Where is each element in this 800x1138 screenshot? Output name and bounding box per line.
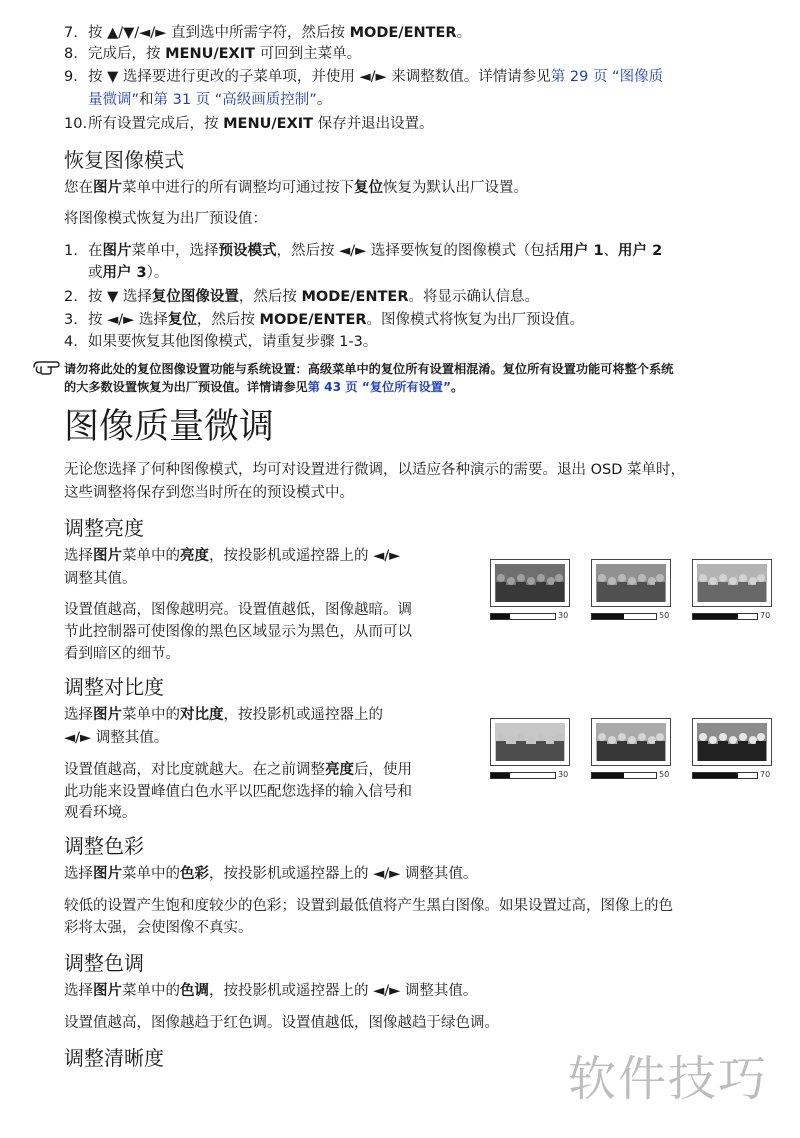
brightness-line-5 — [64, 644, 180, 664]
bold-term: 图片 — [102, 243, 132, 259]
step-9-number: 9. — [64, 69, 78, 85]
text-run: ◄/► 调整其值。 — [64, 730, 169, 746]
brightness-level-bar — [490, 613, 556, 620]
restore-step-1-number: 1. — [64, 243, 78, 259]
brightness-line-2 — [64, 569, 137, 589]
text-run: 按 ▼ 选择 — [88, 289, 152, 305]
brightness-level-value: 30 — [558, 611, 569, 620]
text-run: 。 — [450, 380, 464, 394]
text-run: 。将显示确认信息。 — [408, 289, 539, 305]
bold-term: 色调 — [180, 983, 209, 999]
restore-step-4-number: 4. — [64, 334, 78, 350]
text-run: 菜单中的 — [122, 983, 180, 999]
text-run: 如果要恢复其他图像模式，请重复步骤 1-3。 — [88, 334, 378, 350]
tint-line-1 — [64, 981, 477, 1001]
bold-term: 图片 — [93, 707, 122, 723]
text-run: 菜单中，选择 — [131, 243, 219, 259]
brightness-example-photo — [490, 559, 570, 607]
contrast-level-bar — [490, 772, 556, 779]
restore-step-1-text-cont — [88, 263, 168, 283]
watermark: 软件技巧 — [568, 1051, 769, 1107]
text-run: 请勿将此处的复位图像设置功能与系统设置：高级菜单中的复位所有设置相混淆。复位所有设置功能可将整个系统 — [64, 362, 674, 376]
contrast-level-value: 30 — [558, 770, 569, 779]
restore-heading: 恢复图像模式 — [64, 148, 184, 172]
text-run: ，然后按 — [196, 312, 260, 328]
text-run: 按 ▼ 选择要进行更改的子菜单项，并使用 ◄/► 来调整数值。详情请参见 — [88, 69, 551, 85]
bold-term: MENU/EXIT — [223, 116, 314, 132]
color-heading: 调整色彩 — [64, 834, 144, 858]
bold-term: 用户 2 — [618, 243, 663, 259]
brightness-level-value: 70 — [760, 611, 771, 620]
contrast-example-photo — [591, 718, 671, 766]
pointing-hand-icon — [32, 358, 62, 380]
text-run: 您在 — [64, 180, 93, 196]
bold-term: 图片 — [93, 866, 122, 882]
text-run: 按 ◄/► 选择 — [88, 312, 168, 328]
bold-term: 图片 — [93, 180, 122, 196]
contrast-level-bar — [591, 772, 657, 779]
brightness-line-1 — [64, 546, 400, 566]
restore-step-3-text — [88, 310, 584, 330]
cross-reference-link[interactable]: 第 31 页 “高级画质控制” — [153, 92, 317, 108]
brightness-level-bar — [692, 613, 758, 620]
contrast-examples — [490, 718, 780, 788]
step-9-text — [88, 67, 663, 87]
text-run: 设置值越高，对比度就越大。在之前调整 — [64, 762, 325, 778]
bold-term: 亮度 — [180, 548, 209, 564]
color-line-2 — [64, 896, 673, 916]
cross-reference-link[interactable]: 量微调” — [88, 92, 140, 108]
text-run: 观看环境。 — [64, 805, 137, 821]
text-run: 菜单中的 — [122, 548, 180, 564]
text-run: 后，使用 — [354, 762, 412, 778]
restore-para-1 — [64, 178, 528, 198]
text-run: ，按投影机或遥控器上的 ◄/► 调整其值。 — [209, 983, 478, 999]
brightness-line-4 — [64, 622, 412, 642]
tint-line-2 — [64, 1013, 499, 1033]
color-line-1 — [64, 864, 477, 884]
text-run: ，按投影机或遥控器上的 — [223, 707, 383, 723]
text-run: 设置值越高，图像越趋于红色调。设置值越低，图像越趋于绿色调。 — [64, 1015, 499, 1031]
bold-term: 亮度 — [325, 762, 354, 778]
text-run: 将图像模式恢复为出厂预设值： — [64, 211, 267, 227]
contrast-line-2 — [64, 728, 168, 748]
bold-term: MODE/ENTER — [349, 25, 457, 41]
text-run: 设置值越高，图像越明亮。设置值越低，图像越暗。调 — [64, 602, 412, 618]
text-run: 调整其值。 — [64, 571, 137, 587]
text-run: 较低的设置产生饱和度较少的色彩；设置到最低值将产生黑白图像。如果设置过高，图像上的色 — [64, 898, 673, 914]
step-7-number: 7. — [64, 25, 78, 41]
text-run: 此功能来设置峰值白色水平以匹配您选择的输入信号和 — [64, 784, 412, 800]
restore-step-1-text — [88, 241, 662, 261]
bold-term: 预设模式 — [218, 243, 277, 259]
bold-term: MODE/ENTER — [259, 312, 367, 328]
text-run: 节此控制器可使图像的黑色区域显示为黑色，从而可以 — [64, 624, 412, 640]
contrast-line-5 — [64, 803, 137, 823]
fine-tune-intro-1 — [64, 460, 685, 480]
bold-term: 图片 — [93, 548, 122, 564]
contrast-level-value: 50 — [659, 770, 670, 779]
step-8-number: 8. — [64, 46, 78, 62]
fine-tune-intro-2 — [64, 483, 354, 503]
text-run: 。 — [456, 25, 472, 41]
text-run: 选择 — [64, 548, 93, 564]
brightness-line-3 — [64, 600, 412, 620]
text-run: 恢复为默认出厂设置。 — [383, 180, 528, 196]
sharpness-heading: 调整清晰度 — [64, 1046, 164, 1070]
text-run: 和 — [139, 92, 154, 108]
cross-reference-link[interactable]: 第 29 页 “图像质 — [550, 69, 664, 85]
text-run: 。 — [316, 92, 332, 108]
text-run: ，然后按 — [238, 289, 302, 305]
text-run: 完成后，按 — [88, 46, 166, 62]
color-line-3 — [64, 918, 253, 938]
note-line-2 — [64, 379, 463, 395]
fine-tune-title: 图像质量微调 — [64, 407, 275, 447]
bold-term: 用户 1 — [559, 243, 604, 259]
text-run: 在 — [88, 243, 103, 259]
text-run: 可回到主菜单。 — [255, 46, 362, 62]
bold-term: 用户 3 — [102, 265, 147, 281]
brightness-level-bar — [591, 613, 657, 620]
bold-term: 复位 — [354, 180, 383, 196]
contrast-line-4 — [64, 782, 412, 802]
contrast-level-value: 70 — [760, 770, 771, 779]
restore-para-2 — [64, 209, 267, 229]
text-run: 菜单中的 — [122, 707, 180, 723]
step-7-text — [88, 23, 471, 43]
restore-step-2-text — [88, 287, 539, 307]
contrast-heading: 调整对比度 — [64, 675, 164, 699]
text-run: 、 — [603, 243, 619, 259]
text-run: 按 ▲/▼/◄/► 直到选中所需字符，然后按 — [88, 25, 350, 41]
text-run: 无论您选择了何种图像模式，均可对设置进行微调，以适应各种演示的需要。退出 OSD 菜单时， — [64, 462, 685, 478]
contrast-example-photo — [490, 718, 570, 766]
text-run: 菜单中进行的所有调整均可通过按下 — [122, 180, 354, 196]
bold-term: 色彩 — [180, 866, 209, 882]
contrast-example-photo — [692, 718, 772, 766]
text-run: 保存并退出设置。 — [313, 116, 434, 132]
text-run: 看到暗区的细节。 — [64, 646, 180, 662]
contrast-level-bar — [692, 772, 758, 779]
restore-step-4-text — [88, 332, 377, 352]
contrast-line-1 — [64, 705, 383, 725]
brightness-example-photo — [692, 559, 772, 607]
text-run: 的大多数设置恢复为出厂预设值。详情请参见 — [64, 380, 308, 394]
bold-term: MENU/EXIT — [165, 46, 256, 62]
brightness-heading: 调整亮度 — [64, 516, 144, 540]
restore-step-3-number: 3. — [64, 312, 78, 328]
step-10-number: 10. — [64, 116, 88, 132]
bold-term: MODE/ENTER — [301, 289, 409, 305]
brightness-example-photo — [591, 559, 671, 607]
tint-heading: 调整色调 — [64, 951, 144, 975]
step-10-text — [88, 114, 434, 134]
text-run: 所有设置完成后，按 — [88, 116, 224, 132]
note-line-1 — [64, 361, 673, 377]
text-run: ，按投影机或遥控器上的 ◄/► — [209, 548, 401, 564]
text-run: 彩将太强，会使图像不真实。 — [64, 920, 253, 936]
text-run: ）。 — [146, 265, 169, 281]
cross-reference-link[interactable]: 第 43 页 “复位所有设置” — [307, 380, 451, 394]
step-8-text — [88, 44, 361, 64]
bold-term: 复位图像设置 — [151, 289, 239, 305]
brightness-level-value: 50 — [659, 611, 670, 620]
contrast-line-3 — [64, 760, 412, 780]
text-run: 选择 — [64, 707, 93, 723]
text-run: ，然后按 ◄/► 选择要恢复的图像模式（包括 — [276, 243, 560, 259]
text-run: 。图像模式将恢复为出厂预设值。 — [366, 312, 585, 328]
text-run: 选择 — [64, 983, 93, 999]
step-9-text-cont — [88, 90, 331, 110]
text-run: 这些调整将保存到您当时所在的预设模式中。 — [64, 485, 354, 501]
text-run: 选择 — [64, 866, 93, 882]
text-run: 或 — [88, 265, 103, 281]
text-run: 菜单中的 — [122, 866, 180, 882]
brightness-examples — [490, 559, 780, 629]
restore-step-2-number: 2. — [64, 289, 78, 305]
bold-term: 图片 — [93, 983, 122, 999]
bold-term: 对比度 — [180, 707, 224, 723]
text-run: ，按投影机或遥控器上的 ◄/► 调整其值。 — [209, 866, 478, 882]
bold-term: 复位 — [167, 312, 197, 328]
